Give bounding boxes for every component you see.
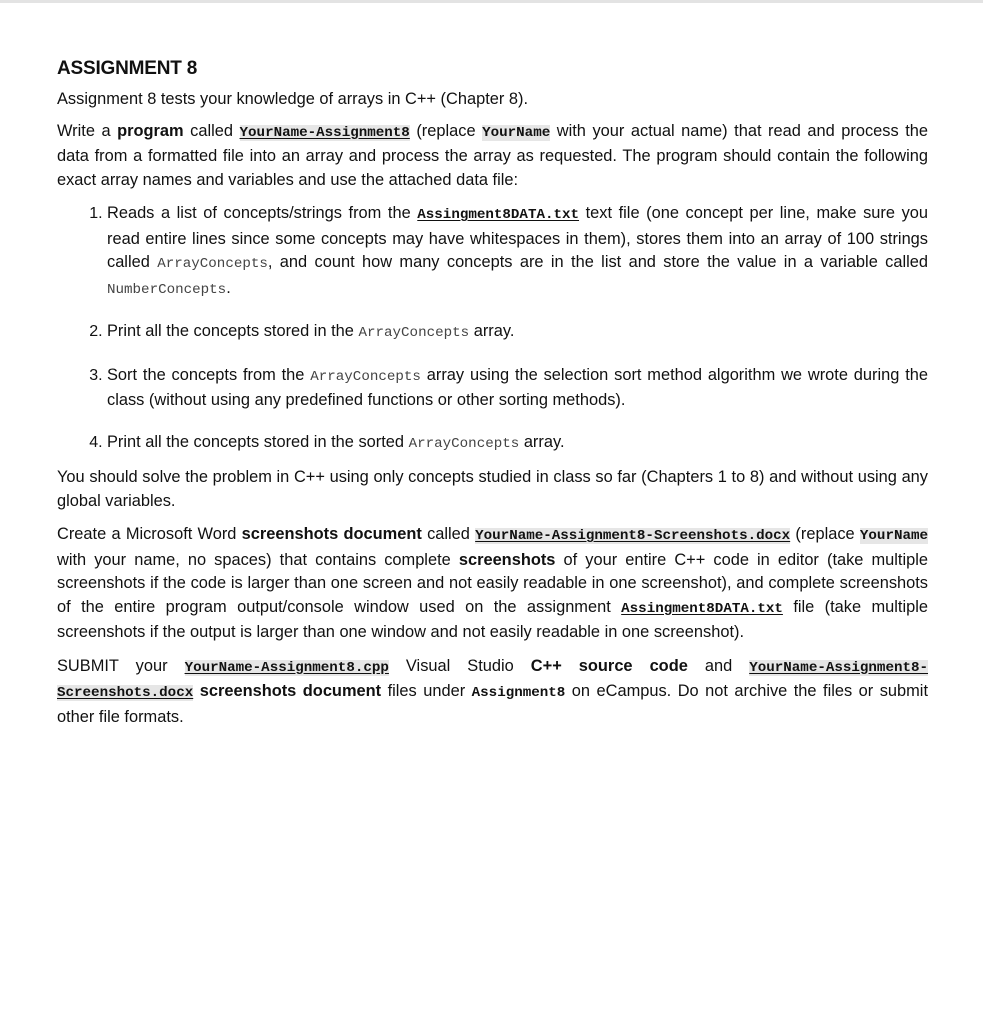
bold-screenshots-document: screenshots document bbox=[241, 525, 422, 543]
filename-screenshots-docx: YourName-Assignment8-Screenshots.docx bbox=[475, 528, 791, 544]
text: Create a Microsoft Word bbox=[57, 525, 242, 543]
text: on eCampus. Do not archive the files or submit other file formats. bbox=[57, 682, 929, 726]
list-item bbox=[107, 320, 928, 346]
screenshots-paragraph bbox=[57, 523, 928, 645]
intro-paragraph: Assignment 8 tests your knowledge of arrays in C++ (Chapter 8). bbox=[57, 90, 528, 108]
text: . bbox=[226, 278, 231, 297]
bold-source-code: C++ source code bbox=[530, 656, 688, 675]
list-item bbox=[107, 364, 928, 413]
page-title: ASSIGNMENT 8 bbox=[57, 58, 198, 79]
list-item bbox=[107, 202, 928, 302]
text: (replace bbox=[409, 121, 483, 140]
filename-assignment8: YourName-Assignment8 bbox=[239, 124, 410, 141]
yourname-code: YourName bbox=[859, 528, 929, 544]
text: (replace bbox=[790, 525, 860, 543]
data-file-name: Assingment8DATA.txt bbox=[417, 207, 580, 223]
text: Visual Studio bbox=[388, 656, 531, 675]
bold-screenshots-document: screenshots document bbox=[199, 682, 382, 700]
filename-screenshots-docx: YourName-Assignment8-Screenshots.docx bbox=[57, 659, 929, 701]
text: of your entire C++ code in editor (take multiple screenshots if the code is larger than one screen and not easily readable in one screenshot), and complete screenshots of the entire program output/console window used on the assignment bbox=[57, 550, 928, 616]
requirements-list bbox=[57, 202, 928, 456]
submit-paragraph bbox=[57, 655, 928, 730]
text: with your name, no spaces) that contains complete bbox=[57, 550, 459, 569]
program-paragraph bbox=[57, 120, 928, 193]
assignment-folder: Assignment8 bbox=[471, 685, 566, 701]
array-name: ArrayConcepts bbox=[157, 256, 268, 272]
text: array. bbox=[519, 432, 565, 451]
text: Print all the concepts stored in the bbox=[107, 322, 359, 340]
text: with your actual name) that read and process the data from a formatted file into an array and process the array as requested. The program should contain the following exact array names and variables and use the attached data file: bbox=[57, 121, 928, 189]
yourname-code: YourName bbox=[482, 124, 551, 141]
array-name: ArrayConcepts bbox=[310, 368, 421, 385]
text: called bbox=[421, 525, 476, 543]
text: Sort the concepts from the bbox=[107, 365, 311, 384]
text: text file (one concept per line, make sure you read entire lines since some concepts may have whitespaces in them), stores them into an array of 100 strings called bbox=[107, 204, 928, 271]
text: called bbox=[183, 121, 240, 140]
text: Write a bbox=[57, 121, 118, 140]
text: Print all the concepts stored in the sorted bbox=[107, 432, 409, 451]
text: array using the selection sort method algorithm we wrote during the class (without using any predefined functions or other sorting methods). bbox=[107, 365, 928, 409]
array-name: ArrayConcepts bbox=[408, 435, 520, 452]
text: and bbox=[687, 656, 750, 675]
bold-program: program bbox=[117, 121, 184, 140]
filename-cpp: YourName-Assignment8.cpp bbox=[184, 659, 389, 676]
variable-name: NumberConcepts bbox=[107, 281, 227, 298]
text: file (take multiple screenshots if the output is larger than one window and not easily readable in one screenshot). bbox=[57, 597, 928, 641]
text: Reads a list of concepts/strings from the bbox=[107, 204, 418, 222]
text: array. bbox=[469, 322, 515, 340]
top-divider bbox=[0, 0, 983, 3]
text: files under bbox=[381, 682, 472, 700]
array-name: ArrayConcepts bbox=[358, 325, 470, 341]
document-page bbox=[57, 56, 928, 739]
constraints-paragraph: You should solve the problem in C++ using only concepts studied in class so far (Chapters 1 to 8) and without using any global variables. bbox=[57, 468, 928, 510]
list-item bbox=[107, 431, 928, 457]
data-file-name: Assingment8DATA.txt bbox=[621, 600, 783, 617]
bold-screenshots: screenshots bbox=[458, 550, 556, 569]
text: , and count how many concepts are in the list and store the value in a variable called bbox=[267, 253, 928, 271]
text: SUBMIT your bbox=[57, 656, 185, 675]
